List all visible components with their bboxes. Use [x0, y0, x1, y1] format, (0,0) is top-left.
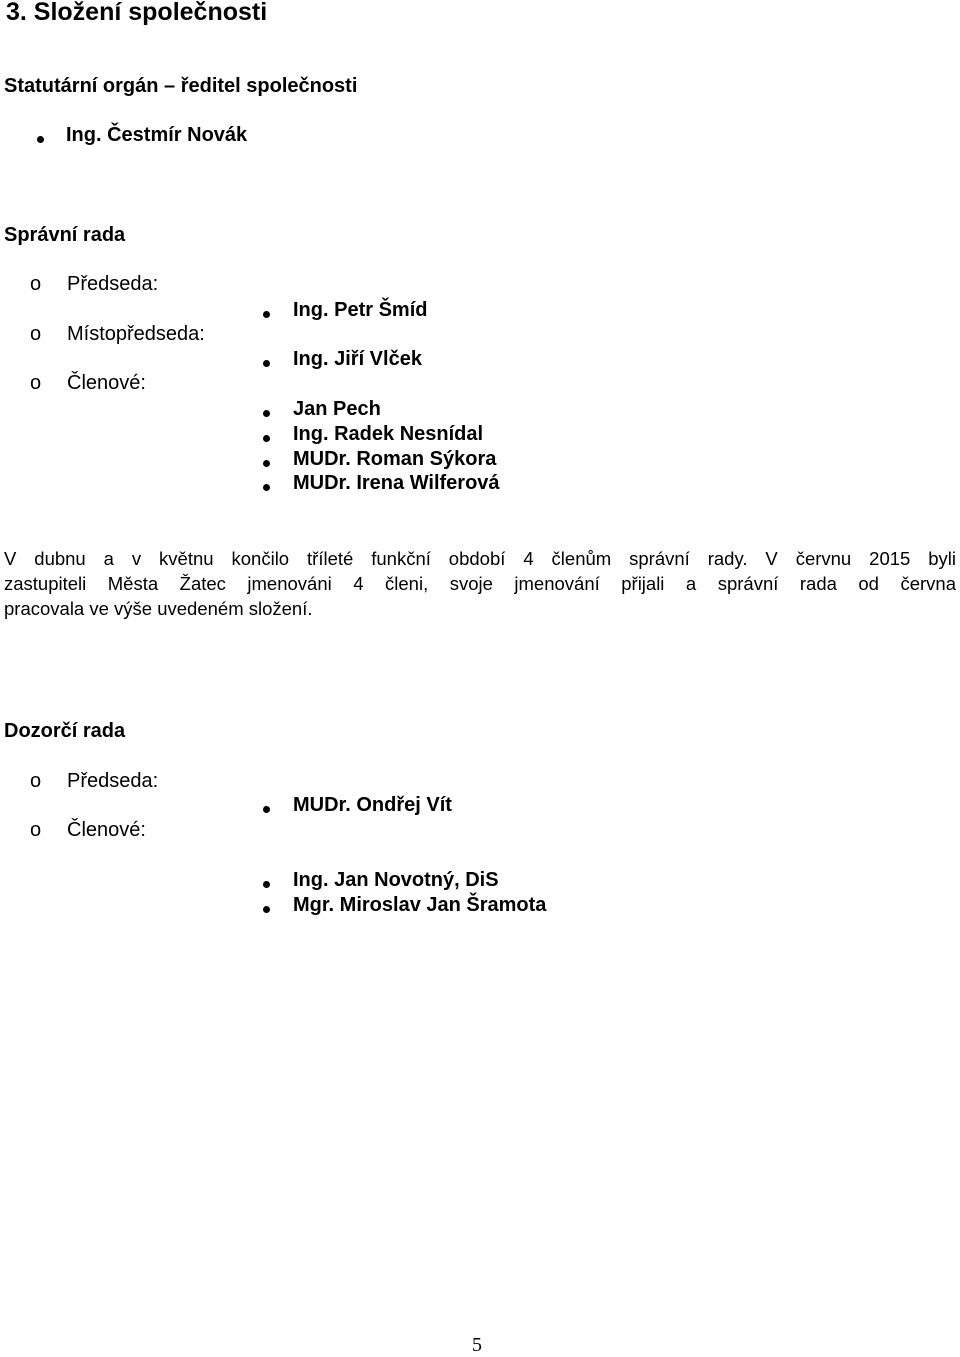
supervisory-member-name: MUDr. Ondřej Vít	[293, 794, 452, 816]
supervisory-heading: Dozorčí rada	[4, 720, 126, 742]
bullet-icon	[263, 906, 270, 913]
bullet-icon	[263, 311, 270, 318]
bullet-icon	[263, 460, 270, 467]
board-member-name: Ing. Petr Šmíd	[293, 299, 428, 321]
board-member-name: MUDr. Roman Sýkora	[293, 448, 497, 470]
supervisory-role-members: Členové:	[67, 819, 146, 841]
section-title: 3. Složení společnosti	[6, 0, 268, 26]
role-marker: o	[30, 273, 42, 295]
bullet-icon	[263, 806, 270, 813]
supervisory-member-name: Ing. Jan Novotný, DiS	[293, 869, 499, 891]
bullet-icon	[263, 410, 270, 417]
board-change-paragraph	[4, 546, 956, 621]
role-marker: o	[30, 323, 42, 345]
statutory-heading: Statutární orgán – ředitel společnosti	[4, 75, 358, 97]
bullet-icon	[263, 881, 270, 888]
page-number: 5	[472, 1334, 482, 1356]
board-role-vice-chair: Místopředseda:	[67, 323, 205, 345]
bullet-icon	[263, 360, 270, 367]
board-member-name: MUDr. Irena Wilferová	[293, 472, 500, 494]
paragraph-line: zastupiteli Města Žatec jmenováni 4 členi, svoje jmenování přijali a správní rada od června	[4, 573, 956, 594]
board-member-name: Jan Pech	[293, 398, 381, 420]
role-marker: o	[30, 770, 42, 792]
supervisory-member-name: Mgr. Miroslav Jan Šramota	[293, 894, 547, 916]
role-marker: o	[30, 372, 42, 394]
board-heading: Správní rada	[4, 224, 126, 246]
board-member-name: Ing. Jiří Vlček	[293, 348, 422, 370]
board-member-name: Ing. Radek Nesnídal	[293, 423, 484, 445]
paragraph-line: pracovala ve výše uvedeném složení.	[4, 598, 313, 619]
bullet-icon	[37, 136, 44, 143]
bullet-icon	[263, 435, 270, 442]
director-name: Ing. Čestmír Novák	[66, 124, 248, 146]
paragraph-line: V dubnu a v květnu končilo tříleté funkční období 4 členům správní rady. V červnu 2015 byli	[4, 548, 956, 569]
bullet-icon	[263, 484, 270, 491]
role-marker: o	[30, 819, 42, 841]
board-role-chair: Předseda:	[67, 273, 159, 295]
supervisory-role-chair: Předseda:	[67, 770, 159, 792]
board-role-members: Členové:	[67, 372, 146, 394]
